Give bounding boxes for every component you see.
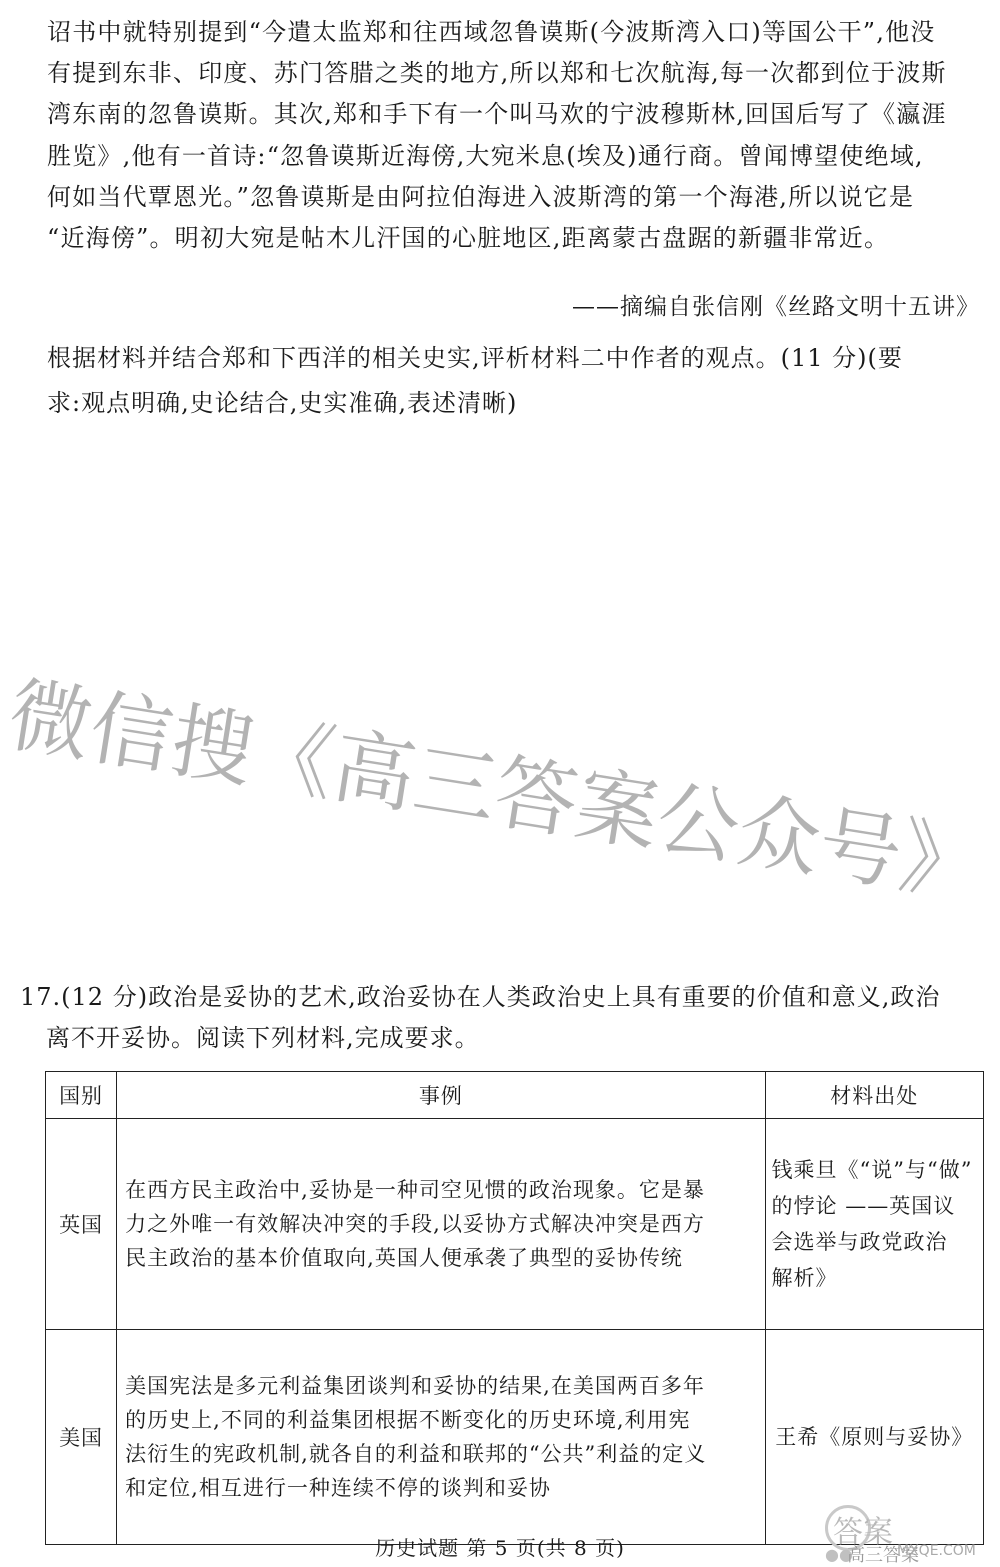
passage-line: 诏书中就特别提到“今遣太监郑和往西域忽鲁谟斯(今波斯湾入口)等国公干”,他没 <box>47 18 936 46</box>
case-line: 的历史上,不同的利益集团根据不断变化的历史环境,利用宪 <box>125 1408 691 1432</box>
watermark-text: 微信搜《高三答案公众号》 <box>2 667 990 916</box>
brand-text: 高三答案 <box>847 1545 919 1566</box>
passage-line: 何如当代覃恩光。”忽鲁谟斯是由阿拉伯海进入波斯湾的第一个海港,所以说它是 <box>47 182 915 211</box>
header-case: 事例 <box>117 1072 765 1119</box>
source-line: 王希《原则与妥协》 <box>775 1425 974 1449</box>
question-17-intro <box>20 977 982 1059</box>
table-row <box>46 1119 984 1330</box>
page-footer: 历史试题 第 5 页(共 8 页) <box>375 1536 625 1560</box>
passage-line: 湾东南的忽鲁谟斯。其次,郑和手下有一个叫马欢的宁波穆斯林,回国后写了《瀛涯 <box>47 100 947 129</box>
case-cell <box>117 1119 765 1330</box>
header-source: 材料出处 <box>765 1072 983 1119</box>
source-line: 钱乘旦《“说”与“做” <box>771 1158 973 1182</box>
case-line: 法衍生的宪政机制,就各自的利益和联邦的“公共”利益的定义 <box>125 1442 707 1466</box>
case-line: 力之外唯一有效解决冲突的手段,以妥协方式解决冲突是西方 <box>125 1212 705 1236</box>
source-line: 解析》 <box>771 1266 838 1290</box>
source-line: 的悖论 ——英国议 <box>771 1194 956 1218</box>
passage-line: 胜览》,他有一首诗:“忽鲁谟斯近海傍,大宛米息(埃及)通行商。曾闻博望使绝域, <box>47 141 924 170</box>
country-cell: 美国 <box>46 1330 117 1545</box>
question-17-number: 17. <box>20 983 62 1011</box>
country-cell: 英国 <box>46 1119 117 1330</box>
material-source-citation: ——摘编自张信刚《丝路文明十五讲》 <box>572 294 980 320</box>
site-url: MXQE.COM <box>897 1543 976 1559</box>
question-17-line1: (12 分)政治是妥协的艺术,政治妥协在人类政治史上具有重要的价值和意义,政治 <box>61 983 941 1011</box>
case-line: 在西方民主政治中,妥协是一种司空见惯的政治现象。它是暴 <box>125 1178 705 1202</box>
question-17-line2: 离不开妥协。阅读下列材料,完成要求。 <box>46 1024 480 1052</box>
table-header-row <box>46 1072 984 1119</box>
question-line: 求:观点明确,史论结合,史实准确,表述清晰) <box>47 389 518 417</box>
source-cell <box>765 1119 983 1330</box>
question-line: 根据材料并结合郑和下西洋的相关史实,评析材料二中作者的观点。(11 分)(要 <box>47 344 903 372</box>
case-line: 民主政治的基本价值取向,英国人便承袭了典型的妥协传统 <box>125 1246 683 1270</box>
passage-line: 有提到东非、印度、苏门答腊之类的地方,所以郑和七次航海,每一次都到位于波斯 <box>47 59 947 88</box>
passage-line: “近海傍”。明初大宛是帖木儿汗国的心脏地区,距离蒙古盘踞的新疆非常近。 <box>47 224 890 253</box>
logo-text: 答案 <box>833 1515 893 1550</box>
case-line: 美国宪法是多元利益集团谈判和妥协的结果,在美国两百多年 <box>125 1374 705 1398</box>
source-line: 会选举与政党政治 <box>771 1230 948 1254</box>
material-two-passage <box>47 12 982 259</box>
case-line: 和定位,相互进行一种连续不停的谈判和妥协 <box>125 1476 551 1500</box>
wechat-icon: ●● <box>825 1545 853 1564</box>
question-16-prompt <box>47 336 982 426</box>
site-watermark-badge <box>825 1505 976 1566</box>
header-country: 国别 <box>46 1072 117 1119</box>
case-cell <box>117 1330 765 1545</box>
compromise-examples-table <box>45 1071 984 1545</box>
